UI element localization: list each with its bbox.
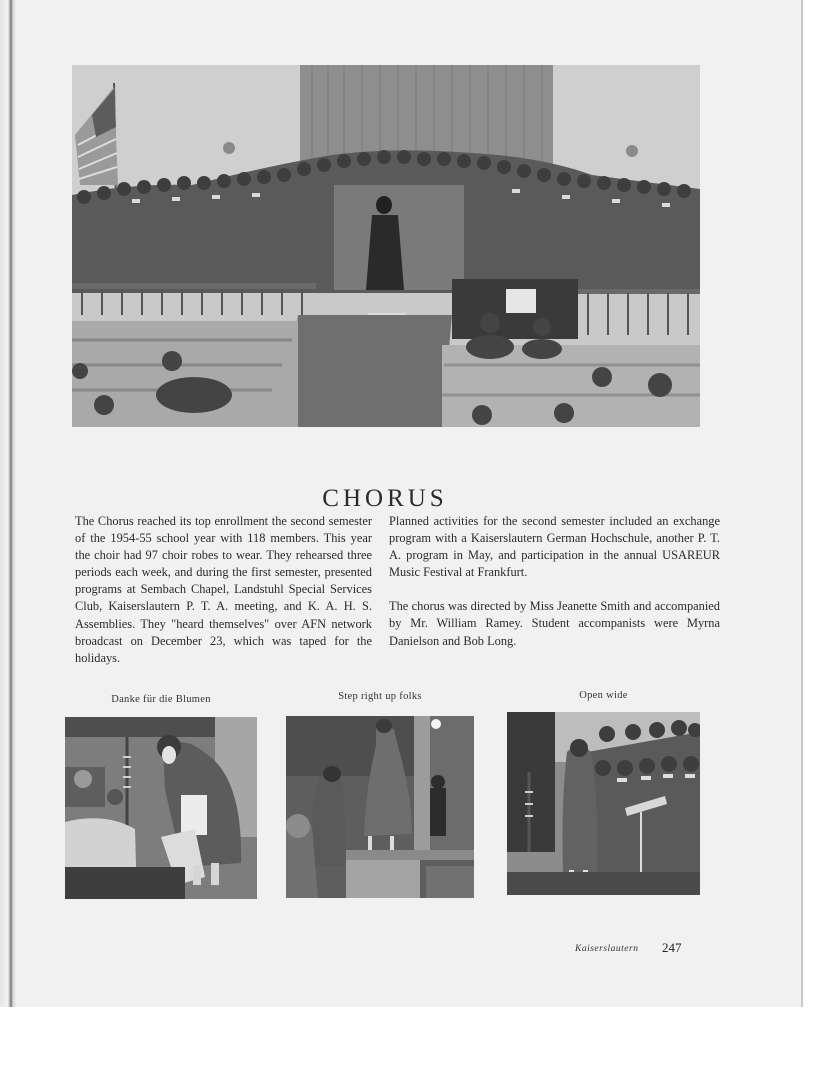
page-binding-edge [0, 0, 16, 1007]
body-paragraph: The chorus was directed by Miss Jeanette Smith and accompanied by Mr. William Ramey. Student accompanists were Myrna Danielson and Bob Long. [389, 599, 720, 648]
photo-caption: Step right up folks [338, 691, 422, 702]
footer-book-title: Kaiserslautern [575, 944, 639, 954]
chorus-group-photo-image [72, 65, 700, 427]
chorus-group-photo [72, 65, 700, 427]
step-right-up-photo-image [286, 716, 474, 898]
photo-caption: Danke für die Blumen [111, 694, 211, 705]
body-column-left [75, 513, 372, 684]
flowers-presentation-photo-image [65, 717, 257, 899]
open-wide-photo-image [507, 712, 700, 895]
body-paragraph: Planned activities for the second semester included an exchange program with a Kaiserslautern German Hochschule, another P. T. A. program in May, and participation in the annual USAREUR Music Festival at Frankfurt. [389, 514, 720, 580]
open-wide-photo [507, 712, 700, 895]
page-number: 247 [662, 940, 682, 955]
flowers-presentation-photo [65, 717, 257, 899]
page-title: CHORUS [322, 484, 448, 512]
body-paragraph: The Chorus reached its top enrollment the second semester of the 1954-55 school year with 118 members. This year the choir had 97 choir robes to wear. They rehearsed three periods each week, and during the first semester, presented programs at Sembach Chapel, Landstuhl Special Services Club, Kaiserslautern P. T. A. meeting, and K. A. H. S. Assemblies. They "heard themselves" over AFN network broadcast on December 23, which was taped for the holidays. [75, 514, 372, 665]
body-column-right [389, 513, 720, 667]
photo-caption: Open wide [579, 690, 628, 701]
step-right-up-photo [286, 716, 474, 898]
